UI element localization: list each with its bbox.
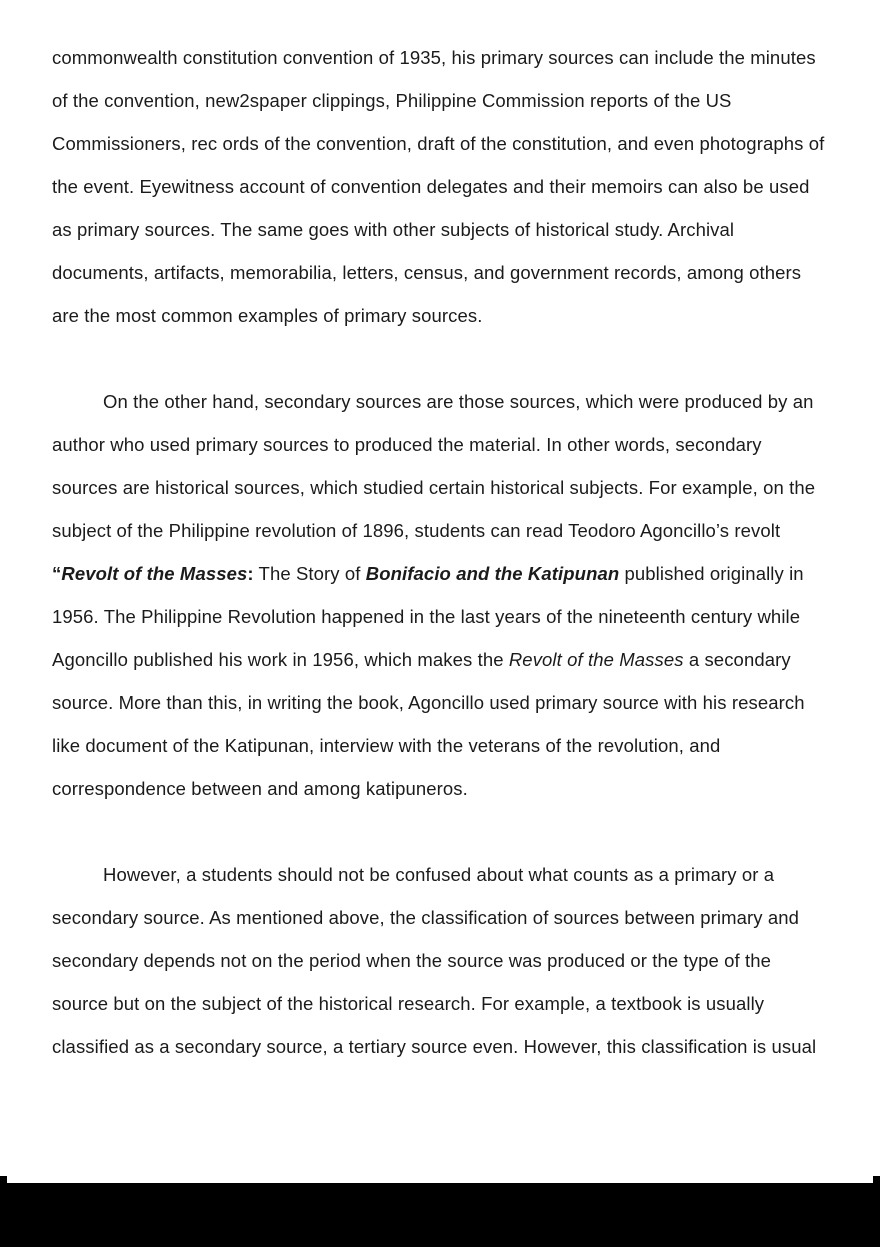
text-run: “ [52, 563, 62, 584]
text-line [52, 595, 830, 638]
text-run: of the convention, new2spaper clippings, Philippine Commission reports of the US [52, 90, 732, 111]
text-line [52, 552, 830, 595]
text-run: documents, artifacts, memorabilia, letters, census, and government records, among others [52, 262, 802, 283]
text-run: On the other hand, secondary sources are those sources, which were produced by an [103, 391, 814, 412]
text-run: The Story of [253, 563, 366, 584]
text-run: like document of the Katipunan, interview with the veterans of the revolution, and [52, 735, 721, 756]
text-line [52, 896, 830, 939]
text-run: Agoncillo published his work in 1956, which makes the [52, 649, 509, 670]
text-line [52, 423, 830, 466]
text-run: are the most common examples of primary sources. [52, 305, 483, 326]
text-line [52, 681, 830, 724]
text-run: author who used primary sources to produced the material. In other words, secondary [52, 434, 762, 455]
text-run: However, a students should not be confused about what counts as a primary or a [103, 864, 775, 885]
text-run: secondary depends not on the period when the source was produced or the type of the [52, 950, 771, 971]
text-run: : [247, 563, 254, 584]
text-line [52, 724, 830, 767]
bottom-bar [0, 1183, 880, 1247]
text-line [52, 122, 830, 165]
paragraph [52, 380, 830, 810]
text-line [52, 853, 830, 896]
text-line [52, 208, 830, 251]
text-line [52, 79, 830, 122]
text-line [52, 165, 830, 208]
text-run: a secondary [683, 649, 791, 670]
text-line [52, 466, 830, 509]
text-line [52, 294, 830, 337]
text-run: source but on the subject of the historical research. For example, a textbook is usually [52, 993, 765, 1014]
paragraph [52, 36, 830, 337]
text-run: 1956. The Philippine Revolution happened in the last years of the nineteenth century while [52, 606, 801, 627]
text-run: commonwealth constitution convention of 1935, his primary sources can include the minutes [52, 47, 816, 68]
text-line [52, 767, 830, 810]
text-run: as primary sources. The same goes with other subjects of historical study. Archival [52, 219, 735, 240]
text-run: correspondence between and among katipuneros. [52, 778, 468, 799]
text-line [52, 939, 830, 982]
text-line [52, 380, 830, 423]
text-run: published originally in [619, 563, 804, 584]
text-line [52, 1025, 830, 1068]
text-line [52, 251, 830, 294]
text-line [52, 638, 830, 681]
text-run: source. More than this, in writing the book, Agoncillo used primary source with his research [52, 692, 805, 713]
text-run: Bonifacio and the Katipunan [365, 563, 620, 584]
text-line [52, 36, 830, 79]
text-line [52, 509, 830, 552]
text-run: secondary source. As mentioned above, the classification of sources between primary and [52, 907, 800, 928]
text-run: Revolt of the Masses [508, 649, 684, 670]
text-line [52, 982, 830, 1025]
text-run: classified as a secondary source, a tertiary source even. However, this classification is usual [52, 1036, 817, 1057]
text-run: subject of the Philippine revolution of 1896, students can read Teodoro Agoncillo’s revolt [52, 520, 781, 541]
text-run: sources are historical sources, which studied certain historical subjects. For example, on the [52, 477, 816, 498]
text-run: Commissioners, rec ords of the convention, draft of the constitution, and even photographs of [52, 133, 825, 154]
text-run: the event. Eyewitness account of convention delegates and their memoirs can also be used [52, 176, 810, 197]
text-run: Revolt of the Masses [61, 563, 248, 584]
paragraph [52, 853, 830, 1068]
